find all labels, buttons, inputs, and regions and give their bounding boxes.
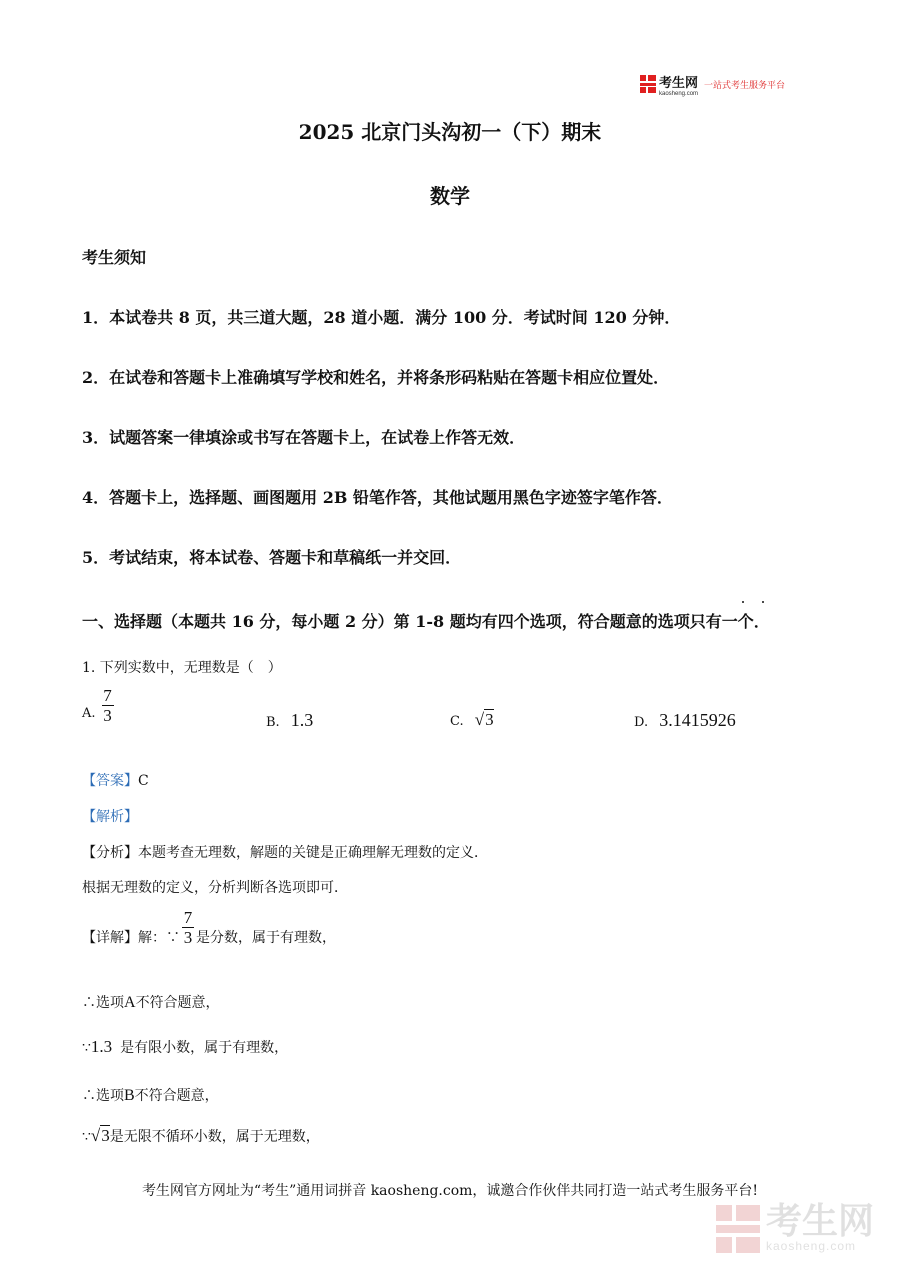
- fenxi-line: [82, 842, 488, 862]
- logo-url: kaosheng.com: [659, 90, 699, 97]
- emphasis-dot: [762, 601, 764, 603]
- detail-line-d: [82, 1126, 320, 1146]
- watermark-url: kaosheng.com: [765, 1239, 857, 1253]
- detail-prefix: 解：∵: [138, 929, 180, 946]
- option-a-denominator: 3: [103, 706, 112, 725]
- line-a-letter: A: [124, 994, 136, 1011]
- line-d-prefix: ∵: [82, 1129, 91, 1145]
- section-1-heading: 一、选择题（本题共 16 分，每小题 2 分）第 1-8 题均有四个选项，符合题意的选项只有一个．: [82, 612, 770, 631]
- detail-denominator: 3: [183, 928, 193, 947]
- detail-line: [82, 908, 336, 947]
- detail-after: 是分数，属于有理数，: [196, 929, 336, 946]
- line-c-suffix: 不符合题意，: [134, 1088, 219, 1104]
- detail-line-a: [82, 992, 220, 1012]
- notice-item-2: 2．在试卷和答题卡上准确填写学校和姓名，并将条形码粘贴在答题卡相应位置处．: [82, 368, 670, 387]
- notice-item-4: 4．答题卡上，选择题、画图题用 2B 铅笔作答，其他试题用黑色字迹签字笔作答．: [82, 488, 673, 507]
- option-d: [634, 710, 736, 731]
- footer-text: 考生网官方网址为“考生”通用词拼音 kaosheng.com，诚邀合作伙伴共同打造一站式考生服务平台!: [141, 1183, 759, 1199]
- watermark: [716, 1201, 874, 1253]
- option-a-label: A.: [82, 706, 96, 721]
- emphasis-dot: [742, 601, 744, 603]
- option-a-fraction: [102, 686, 114, 725]
- option-a-numerator: 7: [103, 686, 112, 705]
- subject-title: 数学: [430, 184, 470, 208]
- option-d-label: D.: [634, 715, 649, 730]
- line-b-value: 1.3: [90, 1037, 113, 1056]
- notice-item-5: 5．考试结束，将本试卷、答题卡和草稿纸一并交回．: [82, 548, 462, 567]
- analysis-tag: 【解析】: [82, 809, 138, 825]
- detail-tag: 【详解】: [82, 929, 138, 946]
- fenxi-text: 本题考查无理数，解题的关键是正确理解无理数的定义．: [138, 845, 488, 861]
- line-a-suffix: 不符合题意，: [135, 995, 220, 1011]
- line-c-prefix: ∴选项: [82, 1088, 124, 1104]
- detail-line-b: [82, 1037, 288, 1057]
- fenxi-tag: 【分析】: [82, 845, 138, 861]
- watermark-logo-icon: [716, 1205, 760, 1253]
- option-c-sqrt: √3: [474, 710, 494, 729]
- line-d-radicand: 3: [101, 1126, 110, 1145]
- line-a-prefix: ∴选项: [82, 995, 124, 1011]
- logo-name: 考生网: [659, 75, 699, 91]
- line-b-suffix: 是有限小数，属于有理数，: [120, 1040, 289, 1056]
- line-c-letter: B: [124, 1087, 135, 1104]
- answer-line: [82, 770, 149, 790]
- question-1-stem: 1. 下列实数中，无理数是（ ）: [82, 660, 282, 676]
- line-b-prefix: ∵: [82, 1040, 91, 1056]
- detail-line-c: [82, 1085, 219, 1105]
- line-d-suffix: 是无限不循环小数，属于无理数，: [109, 1129, 320, 1145]
- method-line: 根据无理数的定义，分析判断各选项即可．: [82, 880, 348, 896]
- option-a: [82, 686, 114, 725]
- option-b-label: B.: [266, 715, 280, 730]
- answer-tag: 【答案】: [82, 773, 138, 789]
- exam-title: 2025 北京门头沟初一（下）期末: [298, 120, 602, 144]
- watermark-name: 考生网: [765, 1201, 874, 1242]
- option-c-label: C.: [450, 714, 464, 729]
- line-d-sqrt: √3: [90, 1126, 110, 1145]
- notice-item-3: 3．试题答案一律填涂或书写在答题卡上，在试卷上作答无效．: [82, 428, 526, 447]
- header-logo: [640, 72, 785, 96]
- option-c-radicand: 3: [485, 710, 494, 729]
- logo-slogan: 一站式考生服务平台: [704, 80, 786, 91]
- option-d-value: 3.1415926: [659, 710, 736, 730]
- option-c: [450, 710, 494, 730]
- detail-fraction: [182, 908, 194, 947]
- notice-item-1: 1．本试卷共 8 页，共三道大题，28 道小题．满分 100 分．考试时间 120 分钟．: [82, 308, 681, 327]
- notice-heading: 考生须知: [82, 248, 147, 267]
- detail-numerator: 7: [183, 908, 193, 927]
- option-b-value: 1.3: [290, 710, 314, 730]
- kaosheng-logo-icon: [640, 75, 656, 93]
- option-b: [266, 710, 313, 731]
- answer-value: C: [138, 773, 149, 789]
